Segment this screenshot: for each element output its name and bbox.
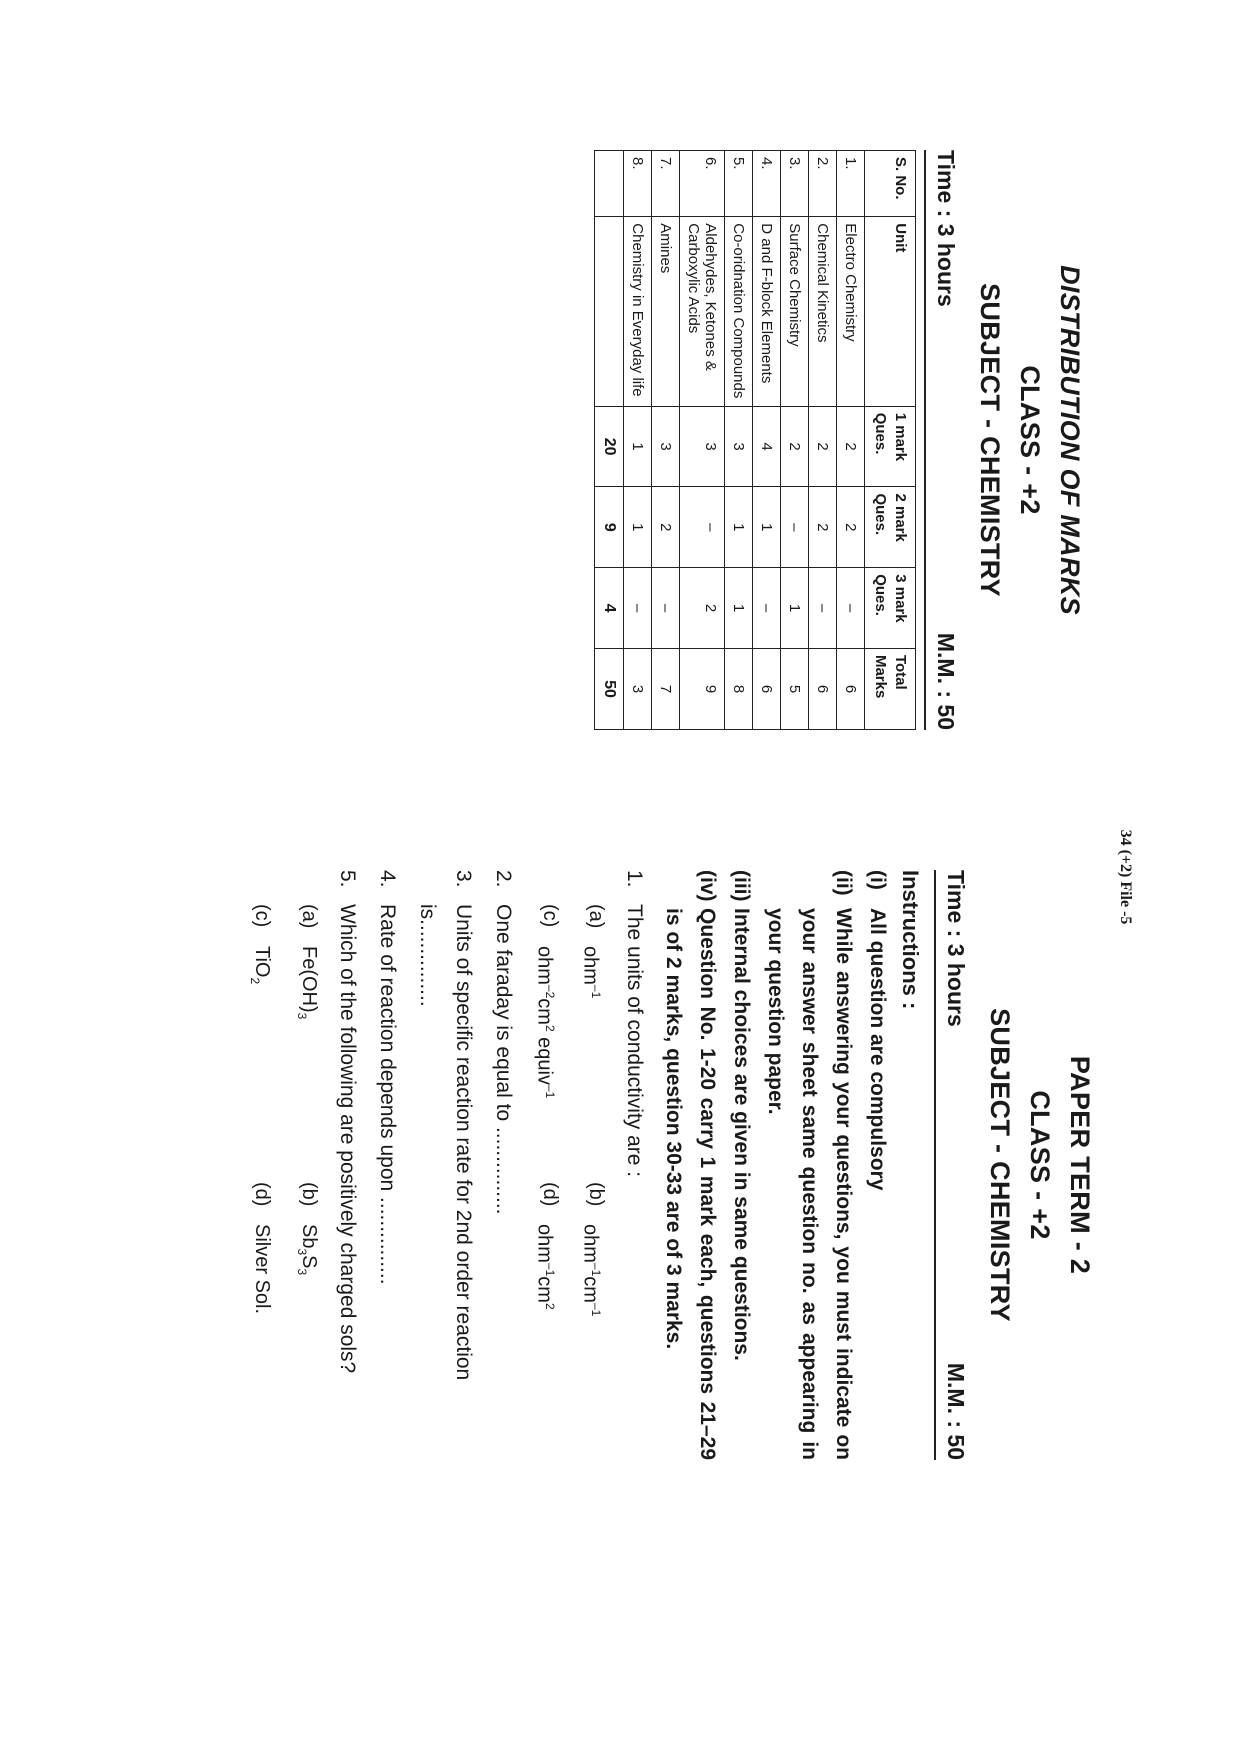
cell-two: 1 <box>624 487 652 568</box>
cell-one: 2 <box>837 406 865 487</box>
question-5-options-row-1 <box>282 870 329 1460</box>
option-text: Silver Sol. <box>250 1224 273 1315</box>
question-5-options-row-2 <box>235 870 282 1460</box>
cell-sno: 2. <box>809 151 837 217</box>
option-letter: (b) <box>585 1182 607 1207</box>
question-number: 5. <box>335 870 359 888</box>
header-two-mark: 2 mark Ques. <box>865 487 916 568</box>
question-number: 1. <box>623 870 646 888</box>
cell-three: – <box>809 568 837 649</box>
table-row <box>781 151 809 730</box>
question-number: 3. <box>451 870 475 888</box>
option-text: $ohm^{-1}cm^2$ <box>533 1224 558 1310</box>
total-one: 20 <box>595 406 624 487</box>
table-row <box>680 151 725 730</box>
page-header: 34 (+2) File -5 <box>1117 829 1134 925</box>
cell-one: 3 <box>680 406 725 487</box>
cell-sno: 5. <box>725 151 753 217</box>
option-letter: (b) <box>297 1182 320 1207</box>
question-text: Units of specific reaction rate for 2nd order reaction is............... <box>415 904 475 1381</box>
question-text: Which of the following are positively charged sols? <box>335 904 359 1374</box>
cell-total: 6 <box>837 648 865 729</box>
table-row <box>652 151 680 730</box>
question-number: 4. <box>375 870 399 888</box>
distribution-time-row <box>924 150 962 730</box>
cell-two: – <box>680 487 725 568</box>
cell-one: 1 <box>624 406 652 487</box>
option-text: ohm$^{-1}$ <box>579 946 603 999</box>
cell-total: 9 <box>680 648 725 729</box>
cell-three: 1 <box>725 568 753 649</box>
question-text: Rate of reaction depends upon ............... <box>375 904 399 1285</box>
option-c <box>235 904 282 1182</box>
instruction-number: (i) <box>866 870 889 890</box>
cell-total: 8 <box>725 648 753 729</box>
paper-class: CLASS - +2 <box>1025 1090 1055 1240</box>
option-letter: (d) <box>539 1182 562 1207</box>
cell-total: 5 <box>781 648 809 729</box>
option-letter: (d) <box>250 1182 273 1207</box>
distribution-subject: SUBJECT - CHEMISTRY <box>975 283 1005 597</box>
instruction-number: (ii) <box>832 870 855 896</box>
distribution-rotated <box>470 0 1090 1754</box>
cell-two: 2 <box>837 487 865 568</box>
header-sno: S. No. <box>865 151 916 217</box>
marks-table <box>594 150 916 730</box>
option-text: $Sb_3S_3$ <box>294 1224 320 1276</box>
question-text: One faraday is equal to ............... <box>491 904 515 1215</box>
cell-total: 6 <box>753 648 781 729</box>
question-number: 2. <box>491 870 515 888</box>
cell-sno: 4. <box>753 151 781 217</box>
question-4 <box>369 870 405 1460</box>
cell-unit: Chemical Kinetics <box>809 217 837 406</box>
cell-unit: Amines <box>652 217 680 406</box>
instruction-text: All question are compulsory <box>866 908 889 1191</box>
cell-one: 3 <box>725 406 753 487</box>
table-row <box>809 151 837 730</box>
option-letter: (a) <box>585 904 607 929</box>
cell-two: 2 <box>652 487 680 568</box>
header-three-mark: 3 mark Ques. <box>865 568 916 649</box>
paper-subject: SUBJECT - CHEMISTRY <box>985 1008 1015 1322</box>
paper-max-marks: M.M. : 50 <box>943 1362 969 1460</box>
table-row <box>624 151 652 730</box>
instruction-number: (iii) <box>730 870 753 902</box>
cell-total: 3 <box>624 648 652 729</box>
header-unit: Unit <box>865 217 916 406</box>
option-text: $ohm^{-1}cm^{-1}$ <box>579 1224 603 1317</box>
paper-time: Time : 3 hours <box>943 870 969 1027</box>
option-text: $ohm^{-2}cm^2$ equiv$^{-1}$ <box>533 946 558 1099</box>
table-row <box>753 151 781 730</box>
cell-one: 2 <box>809 406 837 487</box>
cell-unit: Surface Chemistry <box>781 217 809 406</box>
header-total: Total Marks <box>865 648 916 729</box>
cell-sno: 8. <box>624 151 652 217</box>
cell-three: – <box>652 568 680 649</box>
cell-three: – <box>753 568 781 649</box>
cell-three: 1 <box>781 568 809 649</box>
cell-two: – <box>781 487 809 568</box>
option-letter: (a) <box>297 904 320 929</box>
option-d <box>235 1182 282 1460</box>
total-total: 50 <box>595 648 624 729</box>
distribution-title: DISTRIBUTION OF MARKS <box>1055 265 1085 615</box>
distribution-time: Time : 3 hours <box>933 150 959 307</box>
table-header-row <box>865 151 916 730</box>
cell-three: 2 <box>680 568 725 649</box>
table-row <box>837 151 865 730</box>
table-total-row <box>595 151 624 730</box>
header-one-mark: 1 mark Ques. <box>865 406 916 487</box>
instruction-number: (iv) <box>696 870 719 902</box>
cell-sno: 1. <box>837 151 865 217</box>
option-letter: (c) <box>539 904 562 928</box>
option-b <box>282 1182 329 1460</box>
option-text: $Fe(OH)_3$ <box>294 946 320 1020</box>
option-letter: (c) <box>250 904 273 928</box>
instruction-text: Internal choices are given in same questions. <box>730 908 753 1361</box>
cell-sno: 3. <box>781 151 809 217</box>
instructions-heading: Instructions : <box>898 870 923 1010</box>
total-two: 9 <box>595 487 624 568</box>
cell-unit: Electro Chemistry <box>837 217 865 406</box>
cell-unit: Chemistry in Everyday life <box>624 217 652 406</box>
option-a <box>282 904 329 1182</box>
cell-unit: Co-oridnation Compounds <box>725 217 753 406</box>
cell-one: 4 <box>753 406 781 487</box>
cell-total: 6 <box>809 648 837 729</box>
cell-sno: 7. <box>652 151 680 217</box>
cell-two: 2 <box>809 487 837 568</box>
cell-unit: D and F-block Elements <box>753 217 781 406</box>
table-row <box>725 151 753 730</box>
cell-sno: 6. <box>680 151 725 217</box>
cell-one: 3 <box>652 406 680 487</box>
distribution-max-marks: M.M. : 50 <box>933 632 959 730</box>
cell-unit: Aldehydes, Ketones & Carboxylic Acids <box>680 217 725 406</box>
distribution-of-marks <box>470 150 1090 730</box>
cell-two: 1 <box>725 487 753 568</box>
instruction-text: Question No. 1-20 carry 1 mark each, questions 21–29 is of 2 marks, question 30-33 are of 3 marks. <box>662 908 719 1460</box>
cell-total: 7 <box>652 648 680 729</box>
question-text: The units of conductivity are : <box>623 904 646 1178</box>
cell-sno-empty <box>595 151 624 217</box>
cell-unit-empty <box>595 217 624 406</box>
cell-one: 2 <box>781 406 809 487</box>
paper-title: PAPER TERM - 2 <box>1065 1055 1095 1275</box>
cell-three: – <box>837 568 865 649</box>
question-5 <box>329 870 365 1460</box>
cell-two: 1 <box>753 487 781 568</box>
distribution-class: CLASS - +2 <box>1015 365 1045 515</box>
cell-three: – <box>624 568 652 649</box>
instruction-text: While answering your questions, you must indicate on your answer sheet same question no. as appearing in your question paper. <box>764 908 855 1460</box>
option-text: TiO$_2$ <box>247 946 273 985</box>
total-three: 4 <box>595 568 624 649</box>
